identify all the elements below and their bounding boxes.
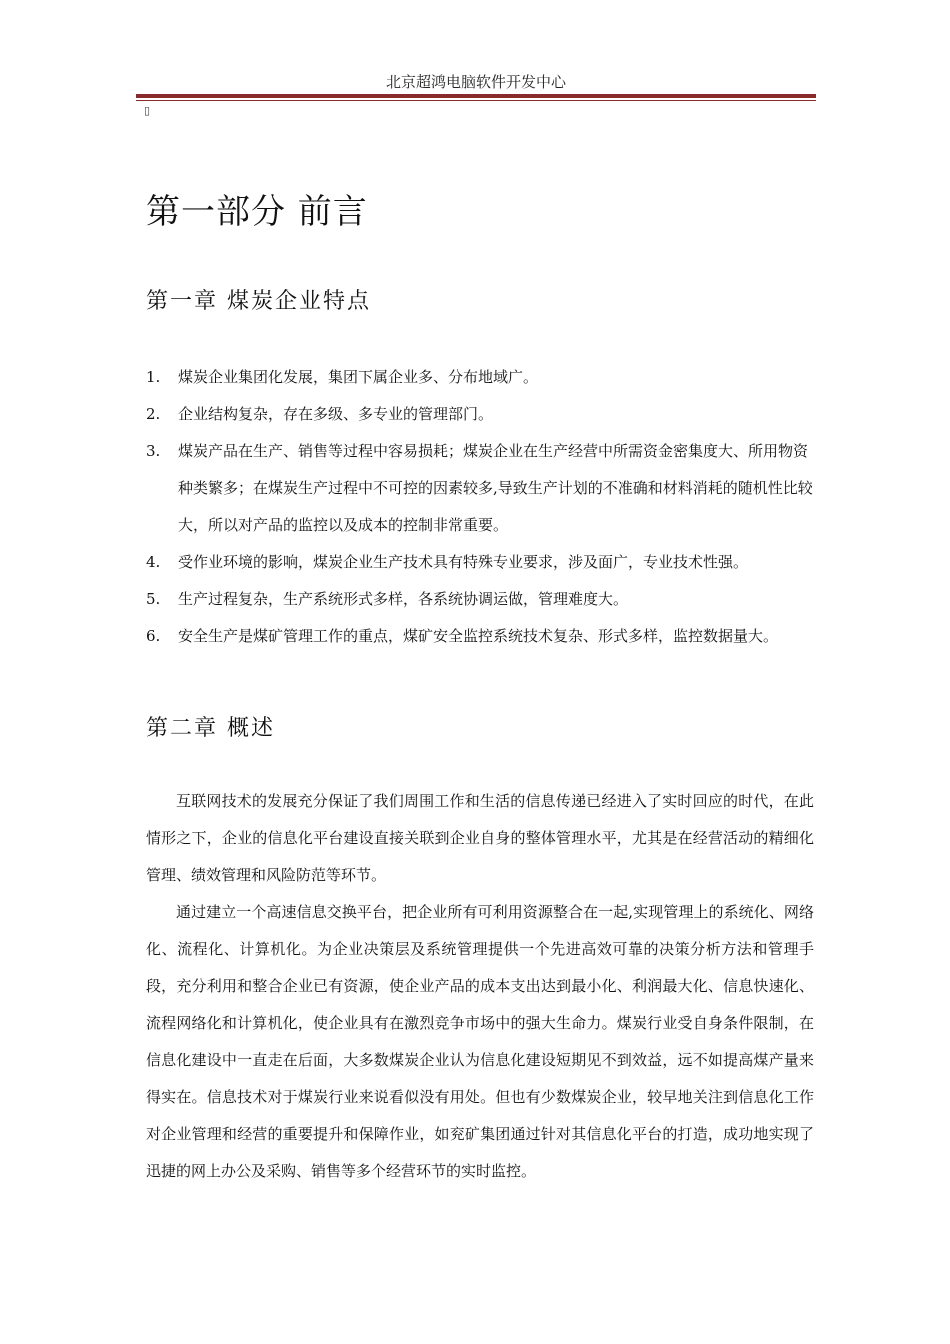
list-item-number: 1. — [146, 368, 161, 386]
list-item-number: 5. — [146, 590, 161, 608]
chapter1-list — [146, 359, 814, 655]
list-item — [146, 618, 814, 655]
list-item — [146, 359, 814, 396]
list-item-text: 企业结构复杂，存在多级、多专业的管理部门。 — [178, 405, 494, 423]
list-item-text: 受作业环境的影响，煤炭企业生产技术具有特殊专业要求，涉及面广，专业技术性强。 — [178, 553, 749, 571]
stray-mark: ▯ — [144, 104, 151, 117]
list-item — [146, 433, 814, 544]
list-item — [146, 581, 814, 618]
list-item-number: 4. — [146, 553, 161, 571]
chapter2-paragraph-2: 通过建立一个高速信息交换平台，把企业所有可利用资源整合在一起,实现管理上的系统化、网络化、流程化、计算机化。为企业决策层及系统管理提供一个先进高效可靠的决策分析方法和管理手段，充分利用和整合企业已有资源，使企业产品的成本支出达到最小化、利润最大化、信息快速化、流程网络化和计算机化，使企业具有在激烈竞争市场中的强大生命力。煤炭行业受自身条件限制，在信息化建设中一直走在后面，大多数煤炭企业认为信息化建设短期见不到效益，远不如提高煤产量来得实在。信息技术对于煤炭行业来说看似没有用处。但也有少数煤炭企业，较早地关注到信息化工作对企业管理和经营的重要提升和保障作业，如兖矿集团通过针对其信息化平台的打造，成功地实现了迅捷的网上办公及采购、销售等多个经营环节的实时监控。 — [146, 903, 814, 1180]
list-item-text: 煤炭企业集团化发展，集团下属企业多、分布地域广。 — [178, 368, 539, 386]
list-item-text: 生产过程复杂，生产系统形式多样，各系统协调运做，管理难度大。 — [178, 590, 629, 608]
list-item-text: 煤炭产品在生产、销售等过程中容易损耗；煤炭企业在生产经营中所需资金密集度大、所用物资种类繁多；在煤炭生产过程中不可控的因素较多,导致生产计划的不准确和材料消耗的随机性比较大，所以对产品的监控以及成本的控制非常重要。 — [178, 442, 813, 534]
list-item-number: 3. — [146, 442, 161, 460]
chapter2-title: 第二章 概述 — [146, 716, 275, 741]
page-header: 北京超鸿电脑软件开发中心 — [385, 73, 566, 91]
chapter1-title: 第一章 煤炭企业特点 — [146, 289, 371, 314]
list-item — [146, 544, 814, 581]
part-title: 第一部分 前言 — [146, 192, 368, 232]
header-rule-thick — [136, 94, 816, 98]
list-item-number: 6. — [146, 627, 161, 645]
list-item-number: 2. — [146, 405, 161, 423]
chapter2-paragraph-1: 互联网技术的发展充分保证了我们周围工作和生活的信息传递已经进入了实时回应的时代，在此情形之下，企业的信息化平台建设直接关联到企业自身的整体管理水平，尤其是在经营活动的精细化管理、绩效管理和风险防范等环节。 — [146, 792, 814, 884]
list-item — [146, 396, 814, 433]
header-rule-thin — [136, 100, 816, 101]
list-item-text: 安全生产是煤矿管理工作的重点，煤矿安全监控系统技术复杂、形式多样，监控数据量大。 — [178, 627, 779, 645]
